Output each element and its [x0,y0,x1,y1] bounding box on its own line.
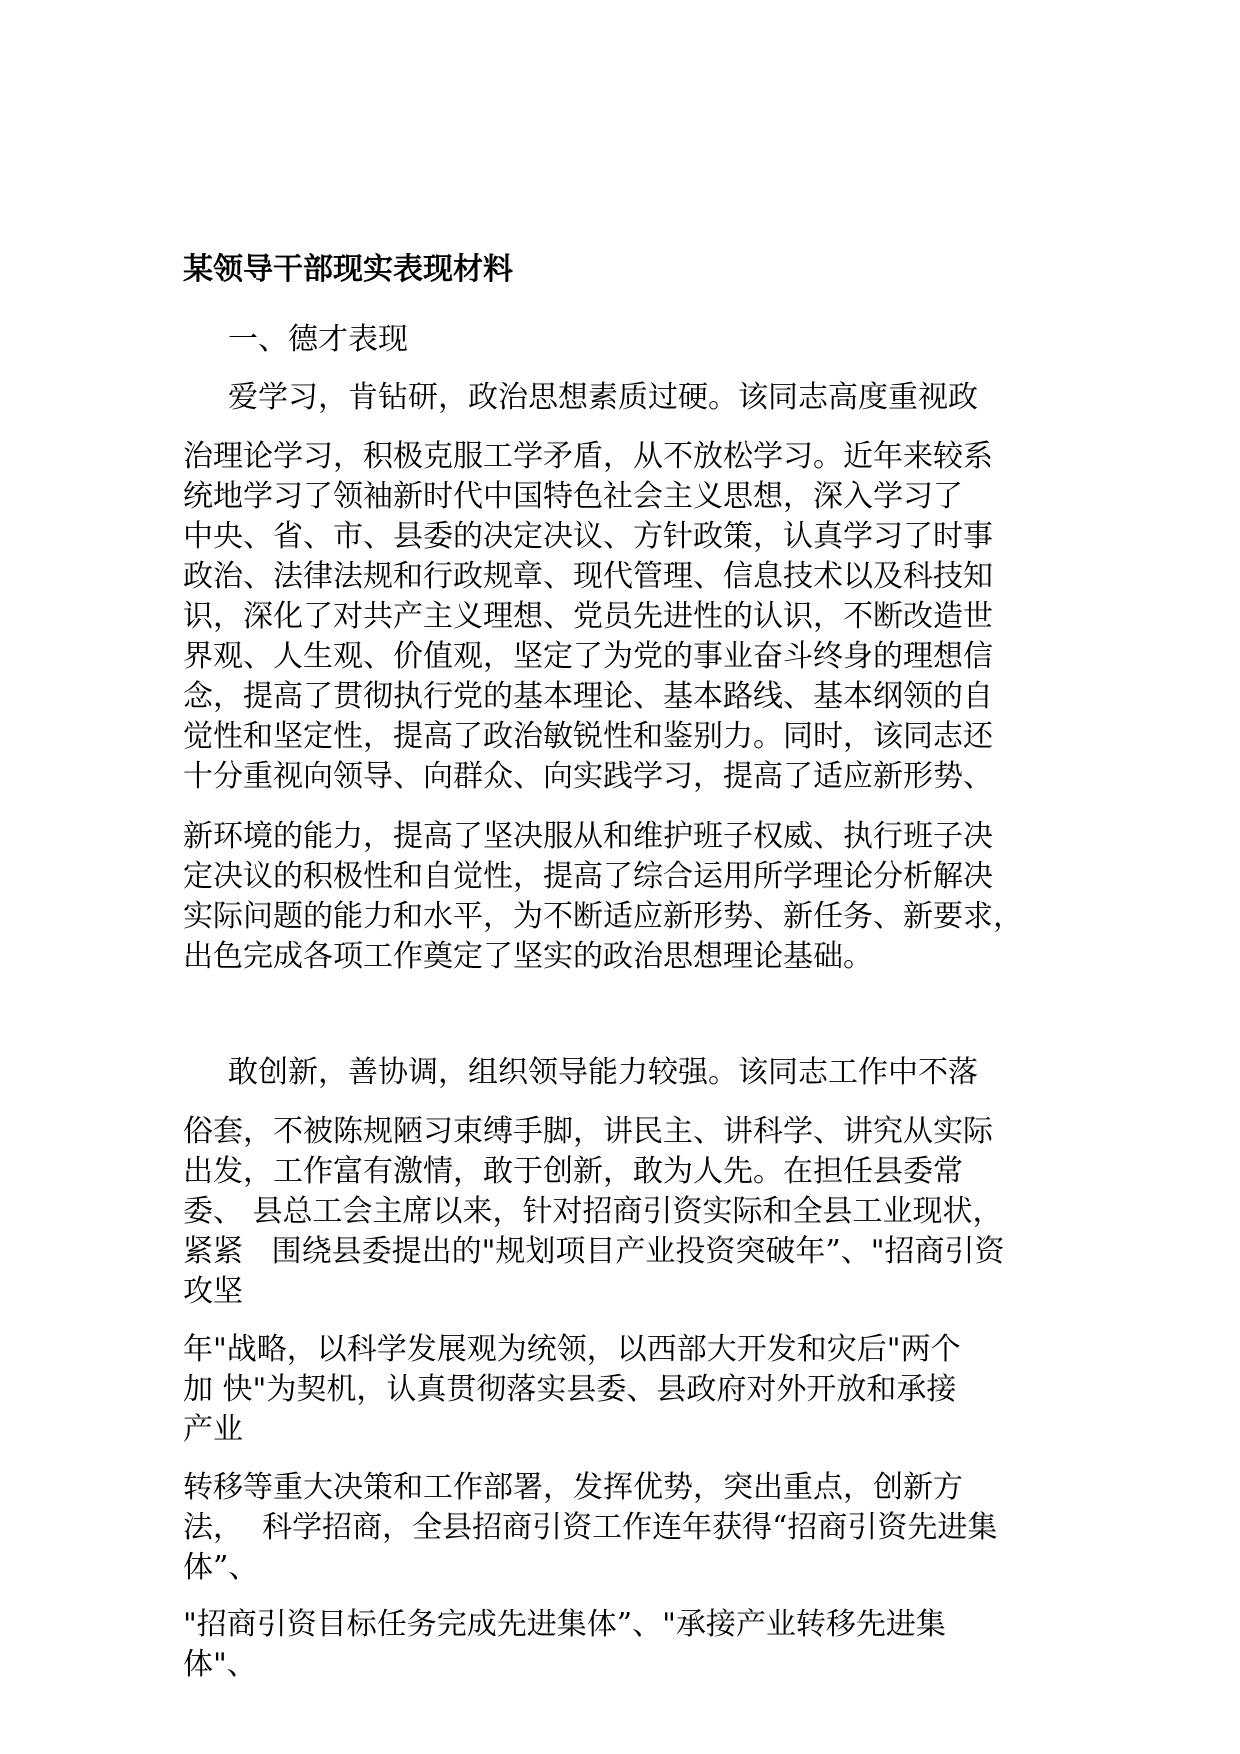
paragraph-line: 紧紧 围绕县委提出的"规划项目产业投资突破年”、"招商引资 [183,1234,1005,1269]
paragraph-line: 定决议的积极性和自觉性，提高了综合运用所学理论分析解决 [183,859,993,894]
paragraph-line: 十分重视向领导、向群众、向实践学习，提高了适应新形势、 [183,759,993,794]
paragraph-line: 新环境的能力，提高了坚决服从和维护班子权威、执行班子决 [183,819,993,854]
paragraph-line: 界观、人生观、价值观，坚定了为党的事业奋斗终身的理想信 [183,639,993,674]
document-title: 某领导干部现实表现材料 [183,252,513,287]
paragraph-line: 法， 科学招商，全县招商引资工作连年获得“招商引资先进集 [183,1510,998,1545]
paragraph-line: 念，提高了贯彻执行党的基本理论、基本路线、基本纲领的自 [183,679,993,714]
paragraph-line: 治理论学习，积极克服工学矛盾，从不放松学习。近年来较系 [183,439,993,474]
paragraph-line: 体"、 [183,1647,257,1682]
paragraph-line: 出色完成各项工作奠定了坚实的政治思想理论基础。 [183,939,873,974]
paragraph-line: 年"战略，以科学发展观为统领，以西部大开发和灾后"两个 [183,1332,961,1367]
paragraph-line: 加 快"为契机，认真贯彻落实县委、县政府对外开放和承接 [183,1372,957,1407]
paragraph-line: 觉性和坚定性，提高了政治敏锐性和鉴别力。同时，该同志还 [183,719,993,754]
paragraph-line: 出发，工作富有激情，敢于创新，敢为人先。在担任县委常 [183,1154,963,1189]
paragraph-line: 实际问题的能力和水平，为不断适应新形势、新任务、新要求， [183,899,1023,934]
paragraph-line: 爱学习，肯钻研，政治思想素质过硬。该同志高度重视政 [228,380,978,415]
paragraph-line: 敢创新，善协调，组织领导能力较强。该同志工作中不落 [228,1055,978,1090]
paragraph-line: 体”、 [183,1550,259,1585]
paragraph-line: 俗套，不被陈规陋习束缚手脚，讲民主、讲科学、讲究从实际 [183,1114,993,1149]
paragraph-line: 攻坚 [183,1274,243,1309]
paragraph-line: 统地学习了领袖新时代中国特色社会主义思想，深入学习了 [183,479,963,514]
paragraph-line: 政治、法律法规和行政规章、现代管理、信息技术以及科技知 [183,559,993,594]
paragraph-line: 委、 县总工会主席以来，针对招商引资实际和全县工业现状， [183,1194,1003,1229]
paragraph-line: "招商引资目标任务完成先进集体”、"承接产业转移先进集 [183,1607,946,1642]
paragraph-line: 中央、省、市、县委的决定决议、方针政策，认真学习了时事 [183,519,993,554]
paragraph-line: 转移等重大决策和工作部署，发挥优势，突出重点，创新方 [183,1470,963,1505]
paragraph-line: 产业 [183,1412,243,1447]
section-heading: 一、德才表现 [228,322,408,357]
paragraph-line: 识，深化了对共产主义理想、党员先进性的认识，不断改造世 [183,599,993,634]
